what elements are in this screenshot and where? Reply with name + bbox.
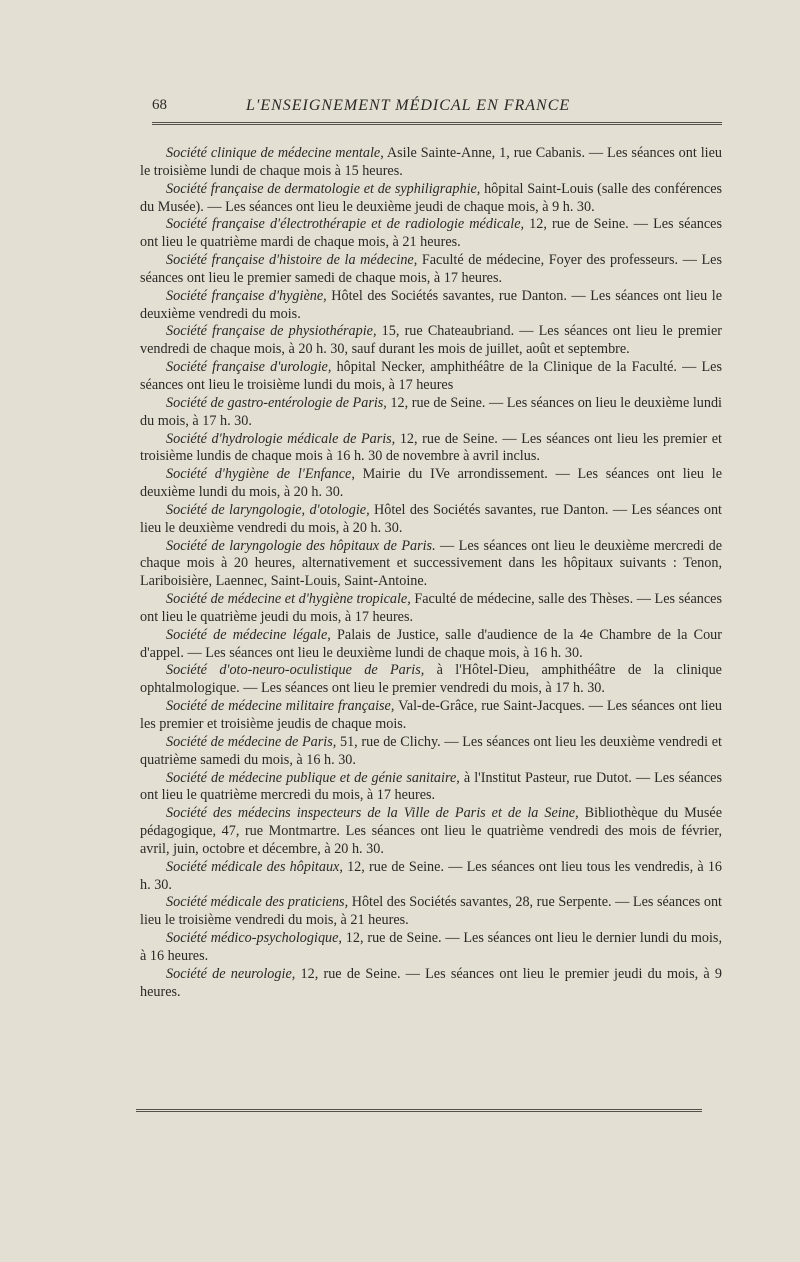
society-entry	[140, 359, 722, 395]
society-details: 51, rue de Clichy. — Les séances ont lieu les deuxième vendredi et quatrième samedi du mois, à 16 h. 30.	[140, 733, 722, 768]
society-name: Société française de physiothérapie,	[166, 323, 377, 340]
society-name: Société de médecine et d'hygiène tropicale,	[166, 591, 411, 608]
society-details: Faculté de médecine, salle des Thèses. — Les séances ont lieu le quatrième jeudi du mois, à 17 heures.	[140, 591, 722, 625]
society-listing	[140, 145, 722, 1002]
society-entry	[140, 805, 722, 859]
society-details: Hôtel des Sociétés savantes, rue Danton. — Les séances ont lieu le deuxième vendredi du mois.	[140, 287, 722, 322]
society-entry	[140, 502, 722, 538]
society-name: Société de laryngologie, d'otologie,	[166, 501, 370, 518]
society-entry	[140, 894, 722, 930]
society-entry	[140, 145, 722, 181]
society-name: Société de médecine publique et de génie sanitaire,	[166, 769, 460, 786]
society-name: Société d'hydrologie médicale de Paris,	[166, 430, 396, 447]
society-details: 12, rue de Seine. — Les séances on lieu le deuxième lundi du mois, à 17 h. 30.	[140, 394, 722, 429]
society-entry	[140, 859, 722, 895]
society-details: hôpital Necker, amphithéâtre de la Clinique de la Faculté. — Les séances ont lieu le troisième lundi du mois, à 17 heures	[140, 359, 722, 393]
society-details: à l'Institut Pasteur, rue Dutot. — Les séances ont lieu le quatrième mercredi du mois, à 17 heures.	[140, 769, 723, 804]
society-details: — Les séances ont lieu le deuxième mercredi de chaque mois à 20 heures, alternativement et successivement dans les hôpitaux suivants : Tenon, Lariboisière, Laennec, Saint-Louis, Saint-Antoine.	[140, 537, 722, 590]
society-entry	[140, 288, 722, 324]
society-entry	[140, 216, 722, 252]
society-entry	[140, 252, 722, 288]
society-details: Faculté de médecine, Foyer des professeurs. — Les séances ont lieu le premier samedi de chaque mois, à 17 heures.	[140, 252, 722, 286]
society-entry	[140, 698, 722, 734]
society-details: 12, rue de Seine. — Les séances ont lieu le dernier lundi du mois, à 16 heures.	[140, 930, 722, 964]
society-entry	[140, 734, 722, 770]
society-entry	[140, 431, 722, 467]
society-entry	[140, 591, 722, 627]
society-name: Société médico-psychologique,	[166, 930, 342, 947]
society-name: Société d'hygiène de l'Enfance,	[166, 466, 355, 483]
society-name: Société française de dermatologie et de syphiligraphie,	[166, 180, 481, 197]
society-entry	[140, 466, 722, 502]
society-details: Bibliothèque du Musée pédagogique, 47, rue Montmartre. Les séances ont lieu le quatrième vendredi des mois de février, avril, juin, octobre et décembre, à 20 h. 30.	[140, 805, 722, 857]
society-entry	[140, 538, 722, 592]
society-entry	[140, 395, 722, 431]
society-name: Société des médecins inspecteurs de la Ville de Paris et de la Seine,	[166, 805, 579, 822]
society-details: 12, rue de Seine. — Les séances ont lieu le premier jeudi du mois, à 9 heures.	[140, 965, 722, 1000]
society-name: Société de laryngologie des hôpitaux de Paris.	[166, 537, 436, 554]
society-details: Mairie du IVe arrondissement. — Les séances ont lieu le deuxième lundi du mois, à 20 h. 30.	[140, 466, 722, 501]
society-details: 12, rue de Seine. — Les séances ont lieu tous les vendredis, à 16 h. 30.	[140, 858, 723, 893]
society-name: Société française d'histoire de la médecine,	[166, 252, 418, 269]
society-entry	[140, 930, 722, 966]
society-entry	[140, 770, 722, 806]
society-name: Société clinique de médecine mentale,	[166, 145, 384, 161]
society-name: Société de médecine légale,	[166, 626, 331, 643]
society-details: Hôtel des Sociétés savantes, rue Danton. — Les séances ont lieu le deuxième vendredi du mois, à 20 h. 30.	[140, 501, 722, 536]
footer-rule	[136, 1109, 702, 1112]
society-details: Hôtel des Sociétés savantes, 28, rue Serpente. — Les séances ont lieu le troisième vendredi du mois, à 21 heures.	[140, 894, 723, 929]
society-name: Société de gastro-entérologie de Paris,	[166, 394, 387, 411]
society-details: hôpital Saint-Louis (salle des conférences du Musée). — Les séances ont lieu le deuxième jeudi de chaque mois, à 9 h. 30.	[140, 180, 723, 215]
society-name: Société de médecine de Paris,	[166, 733, 337, 750]
society-details: 15, rue Chateaubriand. — Les séances ont lieu le premier vendredi de chaque mois, à 20 h. 30, sauf durant les mois de juillet, août et septembre.	[140, 323, 722, 358]
society-name: Société de neurologie,	[166, 965, 296, 982]
page-number: 68	[152, 97, 167, 113]
society-name: Société française d'hygiène,	[166, 287, 327, 304]
society-entry	[140, 662, 722, 698]
society-name: Société française d'électrothérapie et de radiologie médicale,	[166, 216, 525, 233]
society-entry	[140, 627, 722, 663]
society-name: Société médicale des hôpitaux,	[166, 858, 343, 875]
society-name: Société d'oto-neuro-oculistique de Paris,	[166, 662, 425, 679]
society-entry	[140, 323, 722, 359]
header-rule	[152, 122, 722, 125]
society-details: Val-de-Grâce, rue Saint-Jacques. — Les séances ont lieu les premier et troisième jeudis de chaque mois.	[140, 698, 723, 732]
society-details: 12, rue de Seine. — Les séances ont lieu les premier et troisième lundis de chaque mois à 16 h. 30 de novembre à avril inclus.	[140, 430, 722, 465]
society-details: Palais de Justice, salle d'audience de la 4e Chambre de la Cour d'appel. — Les séances ont lieu le deuxième lundi de chaque mois, à 16 h. 30.	[140, 626, 722, 661]
society-name: Société médicale des praticiens,	[166, 894, 349, 911]
society-entry	[140, 966, 722, 1002]
society-details: 12, rue de Seine. — Les séances ont lieu le quatrième mardi de chaque mois, à 21 heures.	[140, 216, 722, 251]
society-name: Société de médecine militaire française,	[166, 698, 395, 715]
society-name: Société française d'urologie,	[166, 359, 332, 376]
society-details: à l'Hôtel-Dieu, amphithéâtre de la clinique ophtalmologique. — Les séances ont lieu le premier vendredi du mois, à 17 h. 30.	[140, 662, 722, 697]
society-entry	[140, 181, 722, 217]
page-header	[152, 97, 722, 121]
running-title: L'ENSEIGNEMENT MÉDICAL EN FRANCE	[246, 97, 571, 114]
society-details: Asile Sainte-Anne, 1, rue Cabanis. — Les séances ont lieu le troisième lundi de chaque mois à 15 heures.	[140, 145, 723, 179]
